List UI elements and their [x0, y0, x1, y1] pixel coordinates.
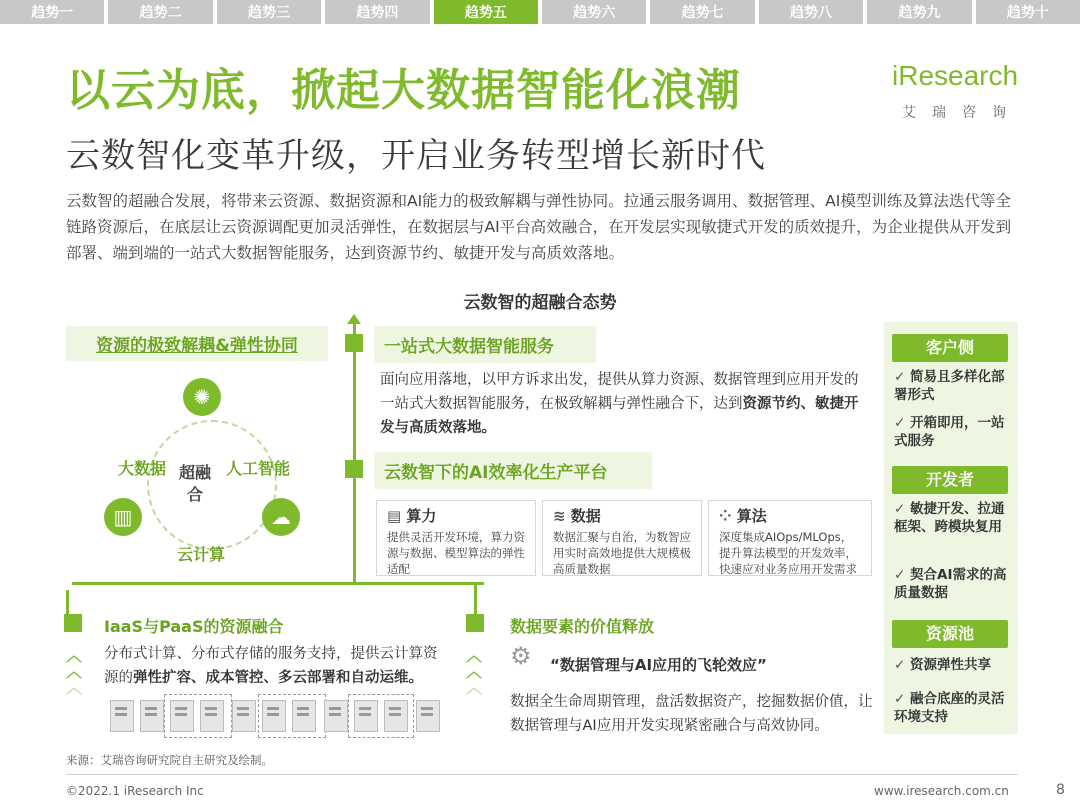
chevron-up-icon: ︿	[466, 646, 483, 665]
service-text	[380, 368, 870, 440]
value-quote: “数据管理与AI应用的飞轮效应”	[550, 656, 767, 674]
check-icon: ✓	[894, 657, 906, 673]
server-icon	[354, 700, 378, 732]
node-cloud-label: 云计算	[177, 545, 226, 564]
card-data-title-text: 数据	[570, 507, 601, 525]
chevron-up-icon: ︿	[66, 678, 83, 697]
card-algorithm	[708, 500, 872, 576]
tab-trend-7[interactable]: 趋势七	[650, 0, 754, 24]
node-bigdata-label: 大数据	[118, 459, 167, 478]
server-icon	[170, 700, 194, 732]
service-text-bold: 资源节约、敏捷开发与高质效落地。	[380, 396, 859, 436]
chevron-up-icon: ︿	[66, 646, 83, 665]
iaas-text	[104, 642, 449, 690]
tab-trend-3[interactable]: 趋势三	[217, 0, 321, 24]
page-subtitle: 云数智化变革升级，开启业务转型增长新时代	[66, 136, 766, 176]
server-icon	[232, 700, 256, 732]
card-compute-title-text: 算力	[406, 507, 437, 525]
server-icon	[416, 700, 440, 732]
node-ai-label: 人工智能	[226, 459, 291, 478]
card-algorithm-title-text: 算法	[736, 507, 767, 525]
tab-trend-9[interactable]: 趋势九	[867, 0, 971, 24]
fusion-center-label	[178, 462, 212, 506]
card-data-title	[553, 505, 601, 526]
chevron-up-icon: ︿	[466, 662, 483, 681]
side-item-pool-2	[894, 690, 1014, 726]
card-data	[542, 500, 702, 576]
check-icon: ✓	[894, 369, 906, 385]
chevron-up-icon: ︿	[66, 662, 83, 681]
tab-trend-6[interactable]: 趋势六	[542, 0, 646, 24]
platform-title: 云数智下的AI效率化生产平台	[374, 452, 652, 489]
fusion-ring	[147, 420, 277, 550]
side-item-text: 简易且多样化部署形式	[894, 369, 1005, 403]
side-item-text: 敏捷开发、拉通框架、跨模块复用	[894, 501, 1005, 535]
horizontal-axis-line	[72, 582, 484, 585]
side-head-developer: 开发者	[892, 466, 1008, 494]
card-compute-title	[387, 505, 436, 526]
card-compute	[376, 500, 536, 576]
side-item-text: 融合底座的灵活环境支持	[894, 691, 1005, 725]
cloud-icon: ☁	[262, 498, 300, 536]
iaas-title: IaaS与PaaS的资源融合	[104, 617, 284, 636]
tab-trend-2[interactable]: 趋势二	[108, 0, 212, 24]
service-marker	[345, 334, 363, 352]
value-marker	[466, 614, 484, 632]
side-item-customer-1	[894, 368, 1014, 404]
value-text: 数据全生命周期管理，盘活数据资产，挖掘数据价值，让数据管理与AI应用开发实现紧密融合与高效协同。	[510, 694, 873, 734]
tab-trend-10[interactable]: 趋势十	[976, 0, 1080, 24]
diagram-title: 云数智的超融合态势	[463, 293, 617, 313]
iaas-text-plain: 分布式计算、分布式存储的服务支持，提供云计算资源的	[104, 646, 438, 686]
vertical-axis-line	[353, 322, 356, 584]
check-icon: ✓	[894, 567, 906, 583]
chevron-up-icon: ︿	[466, 678, 483, 697]
iaas-chevrons	[66, 648, 82, 696]
side-item-customer-2	[894, 414, 1014, 450]
server-rack-icon: ▤	[387, 507, 407, 525]
server-icon	[384, 700, 408, 732]
tab-trend-1[interactable]: 趋势一	[0, 0, 104, 24]
service-title: 一站式大数据智能服务	[374, 326, 596, 363]
platform-marker	[345, 460, 363, 478]
iresearch-logo	[892, 60, 1022, 122]
side-item-text: 契合AI需求的高质量数据	[894, 567, 1007, 601]
intro-paragraph: 云数智的超融合发展，将带来云资源、数据资源和AI能力的极致解耦与弹性协同。拉通云服务调用、数据管理、AI模型训练及算法迭代等全链路资源后，在底层让云资源调配更加灵活弹性，在数据层与AI平台高效融合，在开发层实现敏捷式开发的质效提升，为企业提供从开发到部署、端到端的一站式大数据智能服务，达到资源节约、敏捷开发与高质效落地。	[66, 192, 1012, 262]
side-head-customer: 客户侧	[892, 334, 1008, 362]
side-item-text: 开箱即用，一站式服务	[894, 415, 1005, 449]
iaas-text-bold: 弹性扩容、成本管控、多云部署和自动运维。	[133, 670, 423, 686]
tab-trend-4[interactable]: 趋势四	[325, 0, 429, 24]
card-compute-body: 提供灵活开发环境，算力资源与数据、模型算法的弹性适配	[387, 530, 525, 576]
website-link[interactable]: www.iresearch.com.cn	[874, 784, 1009, 798]
side-item-pool-1	[894, 656, 1014, 674]
server-icon	[262, 700, 286, 732]
database-icon: ≋	[553, 507, 571, 525]
server-icon	[200, 700, 224, 732]
card-data-body: 数据汇聚与自治，为数智应用实时高效地提供大规模极高质量数据	[553, 530, 691, 576]
left-section-label: 资源的极致解耦&弹性协同	[66, 326, 328, 361]
logo-text: iResearch	[892, 60, 1019, 91]
service-text-plain: 面向应用落地，以甲方诉求出发，提供从算力资源、数据管理到应用开发的一站式大数据智能服务，在极致解耦与弹性融合下，达到	[380, 372, 859, 412]
trend-tabs	[0, 0, 1080, 24]
check-icon: ✓	[894, 501, 906, 517]
page-number: 8	[1056, 782, 1065, 798]
server-icon	[110, 700, 134, 732]
source-note: 来源：艾瑞咨询研究院自主研究及绘制。	[66, 753, 273, 767]
network-nodes-icon: ⁘	[719, 507, 737, 525]
side-item-developer-1	[894, 500, 1014, 536]
side-head-pool: 资源池	[892, 620, 1008, 648]
gears-icon: ⚙	[510, 642, 532, 670]
side-item-developer-2	[894, 566, 1014, 602]
side-item-text: 资源弹性共享	[910, 657, 991, 673]
check-icon: ✓	[894, 691, 906, 707]
value-connector	[474, 584, 477, 616]
value-chevrons	[466, 648, 482, 696]
server-icon	[140, 700, 164, 732]
ai-icon: ✺	[183, 378, 221, 416]
iaas-marker	[64, 614, 82, 632]
bigdata-chart-icon: ▥	[104, 498, 142, 536]
fusion-center-text: 超融合	[178, 463, 211, 504]
check-icon: ✓	[894, 415, 906, 431]
logo-subtext: 艾瑞咨询	[902, 105, 1022, 121]
server-icon	[324, 700, 348, 732]
tab-trend-5[interactable]: 趋势五	[434, 0, 538, 24]
copyright: ©2022.1 iResearch Inc	[66, 784, 204, 798]
footer-divider	[66, 774, 1018, 775]
card-algorithm-title	[719, 505, 767, 526]
card-algorithm-body: 深度集成AIOps/MLOps，提升算法模型的开发效率，快速应对业务应用开发需求	[719, 530, 857, 576]
page-title: 以云为底，掀起大数据智能化浪潮	[66, 65, 741, 116]
value-title: 数据要素的价值释放	[510, 617, 655, 636]
side-panel	[884, 322, 1018, 734]
server-icon	[292, 700, 316, 732]
tab-trend-8[interactable]: 趋势八	[759, 0, 863, 24]
iaas-connector	[66, 590, 69, 616]
